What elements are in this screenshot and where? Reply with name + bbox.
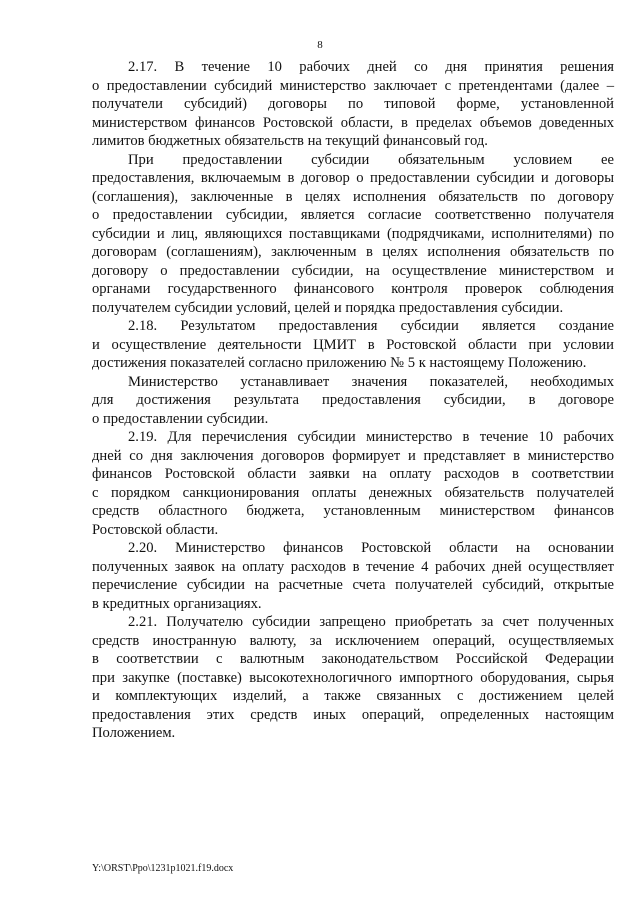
text-line: получатели субсидий) договоры по типовой форме, установленной <box>92 96 614 112</box>
text-line: (соглашения), заключенные в целях исполнения обязательств по договору <box>92 188 614 205</box>
text-line: достижения показателей согласно приложению № 5 к настоящему Положению. <box>92 355 587 371</box>
text-line: субсидии и лиц, являющихся поставщиками (подрядчиками, исполнителями) по <box>92 225 614 242</box>
text-line: предоставления этих средств иных операций, определенных настоящим <box>92 706 614 723</box>
text-line: и комплектующих изделий, а также связанных с достижением целей <box>92 688 614 704</box>
text-line: финансов Ростовской области заявки на оплату расходов в соответствии <box>92 466 614 482</box>
text-line: для достижения результата предоставления субсидии, в договоре <box>92 392 614 408</box>
text-line: договору о предоставлении субсидии, на осуществление министерством и <box>92 262 614 279</box>
text-line: полученных заявок на оплату расходов в течение 4 рабочих дней осуществляет <box>92 558 614 575</box>
text-line: при закупке (поставке) высокотехнологичного импортного оборудования, сырья <box>92 669 614 686</box>
paragraph-2-20 <box>92 539 614 613</box>
text-line: При предоставлении субсидии обязательным условием ее <box>128 151 614 168</box>
paragraph-2-19 <box>92 428 614 539</box>
text-line: министерством финансов Ростовской области, в пределах объемов доведенных <box>92 114 614 131</box>
text-line: органами государственного финансового контроля проверок соблюдения <box>92 281 614 297</box>
text-line: Ростовской области. <box>92 521 219 538</box>
paragraph-subsidy-condition <box>92 151 614 318</box>
paragraph-2-18 <box>92 317 614 373</box>
text-line: с порядком санкционирования оплаты денежных обязательств получателей <box>92 484 614 501</box>
page-number: 8 <box>317 39 323 51</box>
text-line: в соответствии с валютным законодательством Российской Федерации <box>92 651 614 667</box>
text-line: и осуществление деятельности ЦМИТ в Ростовской области при условии <box>92 336 614 353</box>
text-line: средств иностранную валюту, за исключением операций, осуществляемых <box>92 632 614 649</box>
footer-file-path: Y:\ORST\Ppo\1231p1021.f19.docx <box>92 863 234 874</box>
paragraph-indicators <box>92 373 614 429</box>
text-line: средств областного бюджета, установленным министерством финансов <box>92 503 614 519</box>
text-line: 2.19. Для перечисления субсидии министерство в течение 10 рабочих <box>128 429 614 445</box>
text-line: 2.20. Министерство финансов Ростовской области на основании <box>128 540 614 556</box>
text-line: договорам (соглашениям), заключенным в целях исполнения обязательств по <box>92 244 614 260</box>
text-line: перечисление субсидии на расчетные счета получателей субсидий, открытые <box>92 577 614 593</box>
text-line: Положением. <box>92 725 176 741</box>
text-line: предоставления, включаемым в договор о предоставлении субсидии и договоры <box>92 170 614 186</box>
paragraph-2-17 <box>92 58 614 151</box>
text-line: лимитов бюджетных обязательств на текущий финансовый год. <box>92 133 488 149</box>
text-line: 2.18. Результатом предоставления субсидии является создание <box>128 318 614 334</box>
text-line: о предоставлении субсидии, является согласие соответственно получателя <box>92 207 614 223</box>
text-line: получателем субсидии условий, целей и порядка предоставления субсидии. <box>92 299 564 316</box>
paragraph-2-21 <box>92 613 614 743</box>
text-line: дней со дня заключения договоров формирует и представляет в министерство <box>92 447 614 464</box>
text-line: 2.17. В течение 10 рабочих дней со дня принятия решения <box>128 59 614 75</box>
text-line: Министерство устанавливает значения показателей, необходимых <box>128 373 614 390</box>
document-body <box>92 58 614 743</box>
text-line: 2.21. Получателю субсидии запрещено приобретать за счет полученных <box>128 614 614 630</box>
text-line: в кредитных организациях. <box>92 595 262 612</box>
text-line: о предоставлении субсидии. <box>92 410 269 427</box>
text-line: о предоставлении субсидий министерство заключает с претендентами (далее – <box>92 77 614 94</box>
